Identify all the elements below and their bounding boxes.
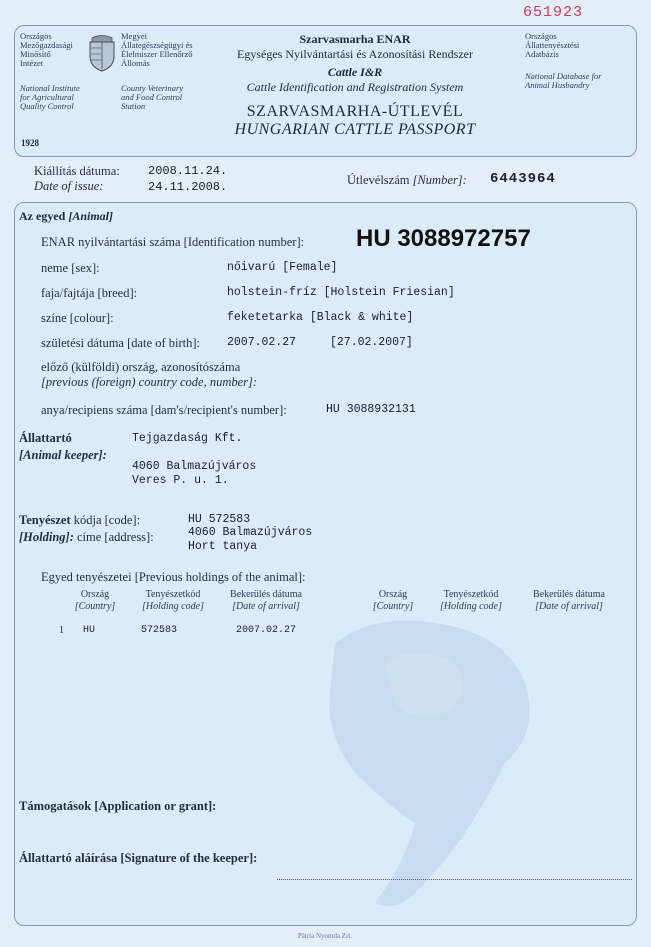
grant-label: Támogatások [Application or grant]:	[19, 799, 217, 813]
id-number-value: HU 3088972757	[356, 225, 531, 252]
holding-address-1: 4060 Balmazújváros	[188, 526, 313, 539]
breed-value: holstein-fríz [Holstein Friesian]	[227, 286, 455, 299]
row-index: 1	[59, 625, 64, 636]
database-hu: Országos Állattenyésztési Adatbázis	[525, 31, 580, 59]
holding-address-label: [Holding]: címe [address]:	[19, 530, 154, 544]
sex-value: nőivarú [Female]	[227, 261, 338, 274]
dam-value: HU 3088932131	[326, 403, 416, 416]
col-date-left: Bekerülés dátuma [Date of arrival]	[230, 589, 302, 612]
keeper-address-1: 4060 Balmazújváros	[132, 460, 257, 473]
title-passport-hu: SZARVASMARHA-ÚTLEVÉL	[246, 103, 464, 120]
prev-country-label-en: [previous (foreign) country code, number]:	[41, 375, 258, 389]
col-holding-right: Tenyészetkód [Holding code]	[440, 589, 502, 612]
institute-en: National Institute for Agricultural Quality Control	[20, 83, 80, 111]
form-code: 1928	[21, 138, 39, 148]
institute-hu: Országos Mezőgazdasági Minősítő Intézet	[20, 31, 73, 68]
issue-label-en: Date of issue:	[34, 179, 104, 193]
breed-label: faja/fajtája [breed]:	[41, 286, 138, 300]
keeper-label-en: [Animal keeper]:	[19, 448, 107, 462]
header-box	[14, 25, 637, 157]
previous-holdings-title: Egyed tenyészetei [Previous holdings of the animal]:	[41, 570, 306, 584]
issue-label-hu: Kiállítás dátuma:	[34, 164, 120, 178]
row-holding-code: 572583	[141, 625, 178, 636]
county-station-en: County Veterinary and Food Control Station	[121, 83, 184, 111]
main-box	[14, 202, 637, 926]
title-cattle-ir: Cattle I&R	[327, 65, 383, 79]
holding-code-value: HU 572583	[188, 513, 251, 526]
signature-line	[277, 879, 632, 880]
issue-date-en: 24.11.2008.	[148, 180, 228, 194]
dob-label: születési dátuma [date of birth]:	[41, 336, 200, 350]
title-system-hu: Egységes Nyilvántartási és Azonosítási Rendszer	[237, 47, 473, 61]
passport-number-label: Útlevélszám [Number]:	[347, 173, 467, 187]
serial-number: 651923	[523, 4, 584, 21]
colour-label: színe [colour]:	[41, 311, 114, 325]
colour-value: feketetarka [Black & white]	[227, 311, 414, 324]
dob-value: 2007.02.27	[227, 336, 297, 349]
title-passport-en: HUNGARIAN CATTLE PASSPORT	[234, 121, 476, 138]
prev-country-label-hu: előző (külföldi) ország, azonosítószáma	[41, 360, 241, 374]
row-arrival-date: 2007.02.27	[236, 625, 297, 636]
coat-of-arms-icon	[87, 34, 117, 72]
bull-watermark-icon	[315, 603, 545, 933]
keeper-name: Tejgazdaság Kft.	[132, 432, 243, 445]
title-system-en: Cattle Identification and Registration System	[246, 80, 464, 94]
title-enar: Szarvasmarha ENAR	[299, 32, 411, 46]
col-date-right: Bekerülés dátuma [Date of arrival]	[533, 589, 605, 612]
dob-value-alt: [27.02.2007]	[330, 336, 413, 349]
col-holding-left: Tenyészetkód [Holding code]	[142, 589, 204, 612]
row-country: HU	[83, 625, 96, 636]
col-country-left: Ország [Country]	[74, 589, 116, 612]
holding-code-label: Tenyészet kódja [code]:	[19, 513, 141, 527]
county-station-hu: Megyei Állategészségügyi és Élelmiszer Ellenőrző Állomás	[121, 31, 193, 68]
id-number-label: ENAR nyilvántartási száma [Identification number]:	[41, 235, 305, 249]
animal-section-title: Az egyed [Animal]	[19, 209, 113, 223]
passport-number: 6443964	[490, 171, 556, 187]
col-country-right: Ország [Country]	[372, 589, 414, 612]
sex-label: neme [sex]:	[41, 261, 100, 275]
printer-imprint: Pátria Nyomda Zrt.	[297, 932, 353, 940]
keeper-label-hu: Állattartó	[19, 431, 72, 445]
keeper-address-2: Veres P. u. 1.	[132, 474, 229, 487]
dam-label: anya/recipiens száma [dam's/recipient's number]:	[41, 403, 287, 417]
holding-address-2: Hort tanya	[188, 540, 258, 553]
header-titles	[205, 32, 505, 139]
issue-date-hu: 2008.11.24.	[148, 164, 228, 178]
database-en: National Database for Animal Husbandry	[525, 71, 602, 90]
signature-label: Állattartó aláírása [Signature of the keeper]:	[19, 851, 258, 865]
